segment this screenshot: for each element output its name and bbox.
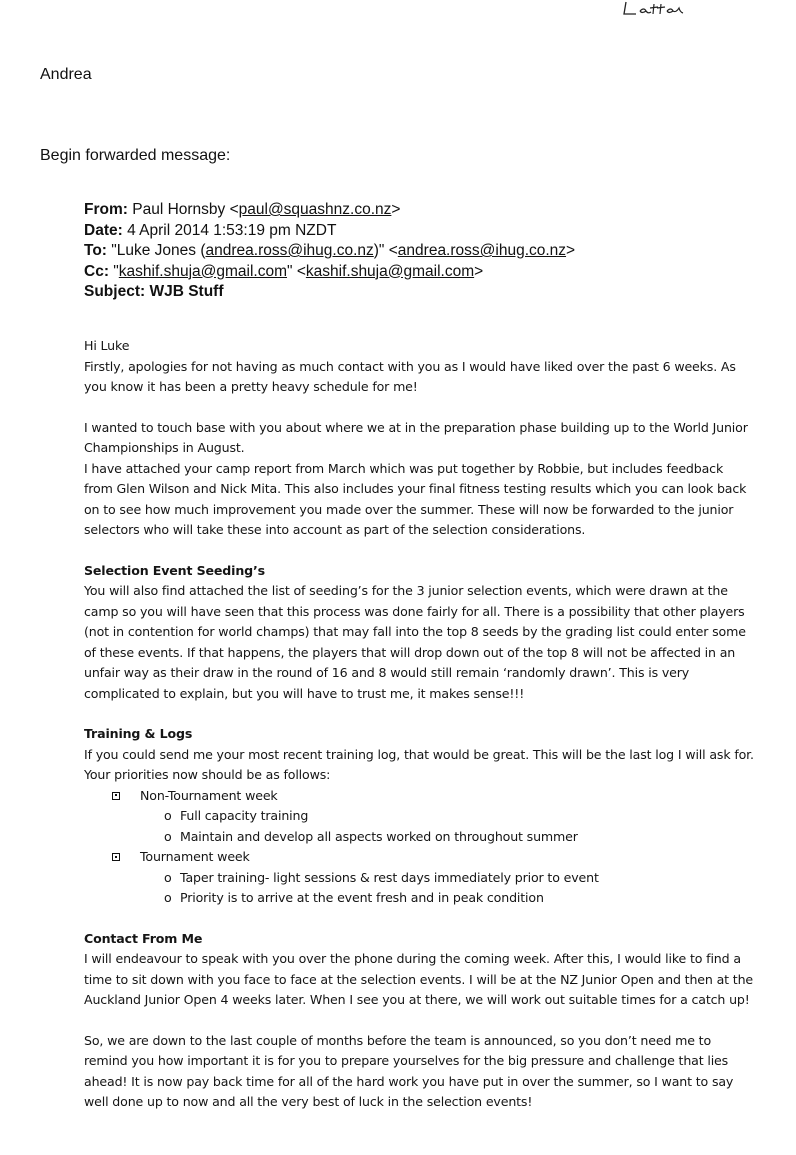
- handwritten-annotation: [620, 0, 700, 22]
- to-name-suffix: )": [373, 242, 385, 259]
- paragraph-touch-base: I wanted to touch base with you about where we at in the preparation phase building up to the World Junior Championships in August.: [84, 419, 748, 455]
- handwritten-letter-signature: [620, 0, 700, 22]
- sub-list-item-label: Taper training- light sessions & rest days immediately prior to event: [180, 869, 599, 885]
- list-item: [84, 786, 754, 807]
- paragraph-training: If you could send me your most recent training log, that would be great. This will be the last log I will ask for. Your priorities now should be as follows:: [84, 746, 754, 782]
- from-name: Paul Hornsby: [132, 201, 226, 218]
- sub-list-item: [84, 888, 754, 909]
- email-body: [84, 336, 754, 1113]
- date-key: Date:: [84, 221, 123, 239]
- email-header: [84, 200, 744, 303]
- date-line: [84, 221, 744, 242]
- section-title-seeding: Selection Event Seeding’s: [84, 562, 265, 578]
- paragraph-closing: So, we are down to the last couple of months before the team is announced, so you don’t need me to remind you how important it is for you to prepare yourselves for the big pressure and challenge that lies ahead! It is now pay back time for all of the hard work you have put in over the summer, so I want to say well done up to now and all the very best of luck in the selection events!: [84, 1032, 734, 1109]
- section-title-training: Training & Logs: [84, 726, 193, 741]
- circle-bullet-icon: o: [164, 828, 172, 844]
- cc-email-link[interactable]: kashif.shuja@gmail.com: [305, 262, 475, 280]
- paragraph-seeding: You will also find attached the list of seeding’s for the 3 junior selection events, which were drawn at the camp so you will have seen that this process was done fairly for all. There is a possibility that other players (not in contention for world champs) that may fall into the top 8 seeds by the grading list could enter some of these events. If that happens, the players that will drop down out of the top 8 will not be affected in an unfair way as their draw in the round of 16 and 8 would still remain ‘randomly drawn’. This is very complicated to explain, but you will have to trust me, it makes sense!!!: [84, 583, 746, 701]
- paragraph-contact: I will endeavour to speak with you over the phone during the coming week. After this, I would like to find a time to sit down with you face to face at the selection events. I will be at the NZ Junior Open and then at the Auckland Junior Open 4 weeks later. When I see you at there, we will work out suitable times for a catch up!: [84, 951, 753, 1007]
- subject-value: WJB Stuff: [149, 283, 224, 300]
- sub-list-item-label: Maintain and develop all aspects worked on throughout summer: [180, 828, 578, 844]
- sub-list-item-label: Full capacity training: [180, 808, 309, 823]
- to-key: To:: [84, 242, 107, 259]
- sub-list-item: [84, 806, 754, 827]
- list-item-label: Non-Tournament week: [140, 787, 278, 803]
- to-line: To: "Luke Jones (andrea.ross@ihug.co.nz)" <andrea.ross@ihug.co.nz>: [84, 242, 576, 259]
- cc-key: Cc:: [84, 262, 109, 280]
- paragraph-camp-report: I have attached your camp report from March which was put together by Robbie, but includes feedback from Glen Wilson and Nick Mita. This also includes your final fitness testing results which you can look back on to see how much improvement you made over the summer. These will now be forwarded to the junior selectors who will take these into account as part of the selection considerations.: [84, 460, 747, 537]
- circle-bullet-icon: o: [164, 890, 172, 905]
- from-email-link[interactable]: paul@squashnz.co.nz: [238, 201, 392, 218]
- date-value: 4 April 2014 1:53:19 pm NZDT: [127, 221, 337, 239]
- sub-list-item-label: Priority is to arrive at the event fresh and in peak condition: [180, 890, 544, 905]
- square-bullet-icon: [112, 853, 120, 861]
- circle-bullet-icon: o: [164, 808, 172, 823]
- to-name-prefix: "Luke Jones (: [111, 242, 206, 259]
- sub-list-item: [84, 868, 754, 889]
- subject-key: Subject:: [84, 283, 146, 300]
- circle-bullet-icon: o: [164, 869, 172, 885]
- to-name-email-link[interactable]: andrea.ross@ihug.co.nz: [205, 242, 374, 259]
- cc-line: Cc: "kashif.shuja@gmail.com" <kashif.shuja@gmail.com>: [84, 262, 484, 280]
- list-item-label: Tournament week: [140, 849, 250, 864]
- section-title-contact: Contact From Me: [84, 930, 203, 946]
- forward-note-salutation: Andrea: [40, 66, 92, 83]
- from-key: From:: [84, 201, 128, 218]
- cc-name-link[interactable]: kashif.shuja@gmail.com: [118, 262, 288, 280]
- sub-list-item: [84, 827, 754, 848]
- from-line: From: Paul Hornsby <paul@squashnz.co.nz>: [84, 201, 401, 218]
- forwarded-message-heading: Begin forwarded message:: [40, 147, 231, 164]
- to-email-link[interactable]: andrea.ross@ihug.co.nz: [397, 242, 567, 259]
- subject-line: [84, 282, 744, 303]
- priorities-list: [84, 786, 754, 909]
- list-item: [84, 847, 754, 868]
- square-bullet-icon: [112, 792, 120, 800]
- paragraph-apologies: Firstly, apologies for not having as much contact with you as I would have liked over the past 6 weeks. As you know it has been a pretty heavy schedule for me!: [84, 358, 736, 394]
- greeting: Hi Luke: [84, 338, 130, 353]
